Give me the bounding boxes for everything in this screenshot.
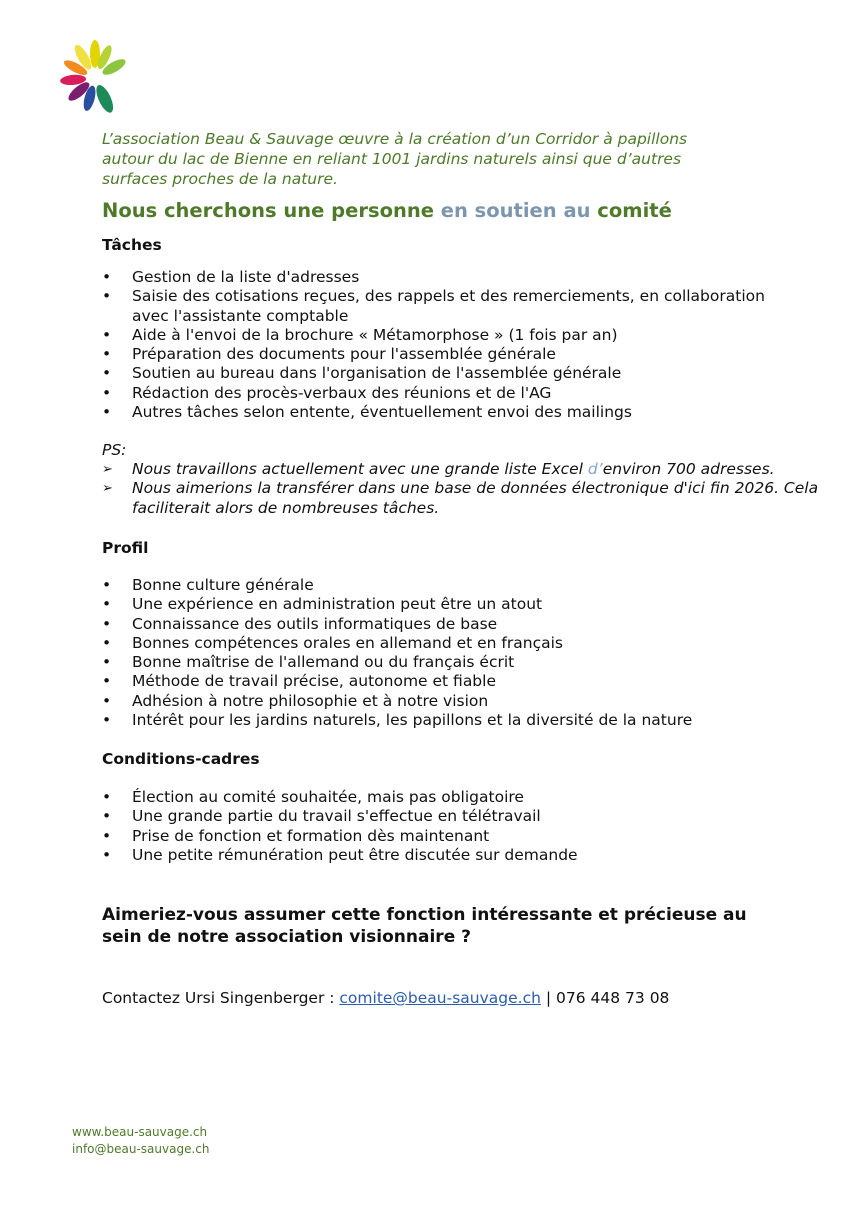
list-item: • Soutien au bureau dans l'organisation de l'assemblée générale	[102, 364, 802, 383]
ps-text: Nous travaillons actuellement avec une grande liste Excel	[132, 460, 588, 478]
list-item: • Méthode de travail précise, autonome et fiable	[102, 672, 802, 691]
section-title-conditions: Conditions-cadres	[102, 750, 260, 768]
list-item: • Prise de fonction et formation dès maintenant	[102, 827, 802, 846]
ps-text: environ 700 adresses.	[602, 460, 775, 478]
intro-text	[102, 129, 742, 189]
question-line: sein de notre association visionnaire ?	[102, 927, 472, 947]
conditions-list	[102, 788, 802, 865]
email-link[interactable]: comite@beau-sauvage.ch	[339, 989, 541, 1007]
list-item: • Préparation des documents pour l'assemblée générale	[102, 345, 802, 364]
section-title-taches: Tâches	[102, 236, 162, 254]
list-item	[102, 460, 822, 479]
list-item: • Aide à l'envoi de la brochure « Métamorphose » (1 fois par an)	[102, 326, 802, 345]
list-item: • Rédaction des procès-verbaux des réunions et de l'AG	[102, 384, 802, 403]
arrowhead-bullet-icon: ➢	[102, 462, 113, 477]
list-item: • Intérêt pour les jardins naturels, les papillons et la diversité de la nature	[102, 711, 802, 730]
profil-list	[102, 576, 802, 730]
title-part: Nous cherchons une personne	[102, 199, 441, 222]
list-item	[102, 479, 822, 518]
flower-logo-icon	[52, 32, 138, 118]
list-item: • Connaissance des outils informatiques de base	[102, 615, 802, 634]
title-accent: en soutien au	[440, 199, 591, 222]
intro-line: surfaces proches de la nature.	[102, 170, 338, 188]
call-to-action	[102, 904, 802, 948]
question-line: Aimeriez-vous assumer cette fonction intéressante et précieuse au	[102, 905, 747, 925]
section-title-profil: Profil	[102, 539, 149, 557]
intro-line: L’association Beau & Sauvage œuvre à la création d’un Corridor à papillons	[102, 130, 688, 148]
contact-prefix: Contactez Ursi Singenberger :	[102, 989, 340, 1007]
list-item: • Bonnes compétences orales en allemand et en français	[102, 634, 802, 653]
list-item: • Bonne maîtrise de l'allemand ou du français écrit	[102, 653, 802, 672]
taches-list	[102, 268, 802, 422]
ps-list	[102, 460, 822, 518]
list-item: • Une petite rémunération peut être discutée sur demande	[102, 846, 802, 865]
contact-separator: |	[540, 989, 557, 1007]
ps-label: PS:	[102, 441, 127, 459]
page-title	[102, 199, 672, 222]
contact-line	[102, 989, 669, 1007]
list-item: • Une grande partie du travail s'effectue en télétravail	[102, 807, 802, 826]
ps-text: Nous aimerions la transférer dans une base de données électronique d'ici fin 2026. Cela faciliterait alors de nombreuses tâches.	[132, 479, 819, 517]
list-item: • Autres tâches selon entente, éventuellement envoi des mailings	[102, 403, 802, 422]
list-item: • Bonne culture générale	[102, 576, 802, 595]
list-item: • Adhésion à notre philosophie et à notre vision	[102, 692, 802, 711]
arrowhead-bullet-icon: ➢	[102, 481, 113, 497]
footer	[72, 1124, 209, 1158]
ps-text-faded: d’	[587, 460, 603, 478]
list-item: • Élection au comité souhaitée, mais pas obligatoire	[102, 788, 802, 807]
list-item: • Gestion de la liste d'adresses	[102, 268, 802, 287]
intro-line: autour du lac de Bienne en reliant 1001 jardins naturels ainsi que d’autres	[102, 150, 682, 168]
list-item: • Saisie des cotisations reçues, des rappels et des remerciements, en collaboration avec l'assistante comptable	[102, 287, 802, 326]
list-item: • Une expérience en administration peut être un atout	[102, 595, 802, 614]
title-part: comité	[590, 199, 672, 222]
phone-number: 076 448 73 08	[556, 989, 670, 1007]
footer-website[interactable]: www.beau-sauvage.ch	[72, 1125, 208, 1139]
footer-email[interactable]: info@beau-sauvage.ch	[72, 1142, 210, 1156]
